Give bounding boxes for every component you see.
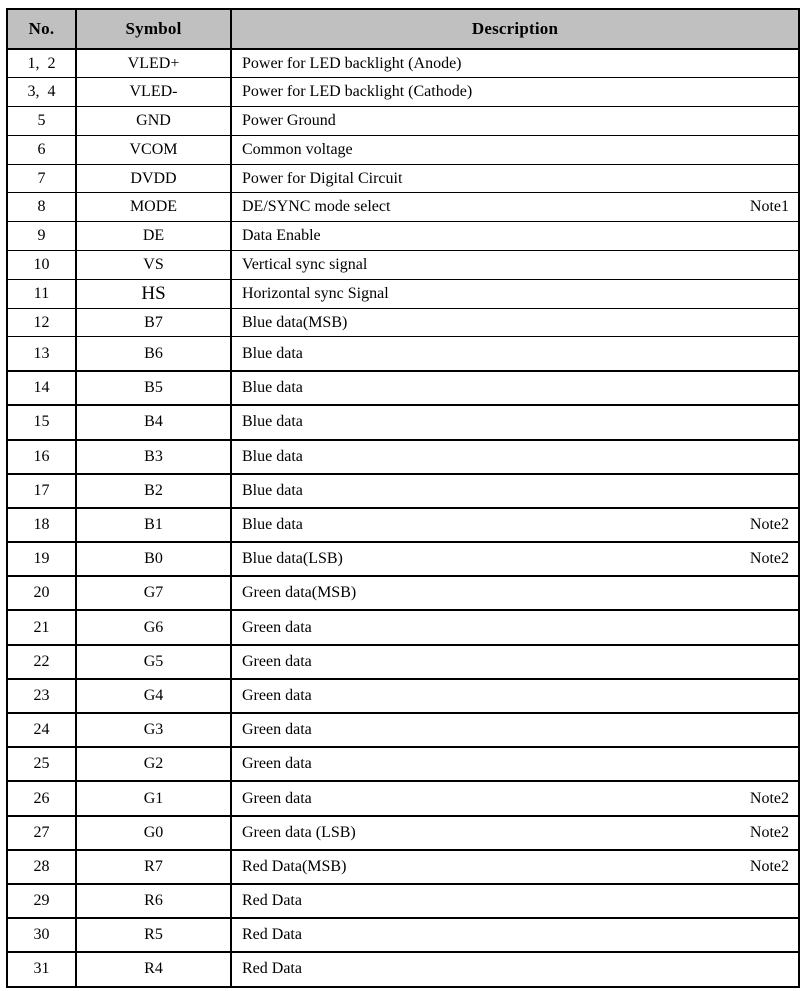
table-body (7, 49, 799, 987)
symbol-cell: R5 (76, 918, 231, 952)
description-text: Green data (242, 755, 312, 773)
pin-no-cell: 17 (7, 474, 76, 508)
pin-no-cell: 8 (7, 193, 76, 222)
pin-no-cell: 23 (7, 679, 76, 713)
description-cell (231, 918, 799, 952)
table-row (7, 781, 799, 815)
table-row (7, 952, 799, 986)
description-cell (231, 508, 799, 542)
description-wrap (242, 256, 789, 274)
description-text: Power for Digital Circuit (242, 169, 403, 187)
description-wrap (242, 83, 789, 101)
description-text: Blue data(MSB) (242, 313, 348, 331)
table-row (7, 193, 799, 222)
table-row (7, 251, 799, 280)
table-row (7, 405, 799, 439)
symbol-cell: G5 (76, 645, 231, 679)
description-wrap (242, 516, 789, 534)
table-row (7, 747, 799, 781)
description-cell (231, 679, 799, 713)
pin-no-cell: 3, 4 (7, 78, 76, 107)
description-cell (231, 222, 799, 251)
description-cell (231, 49, 799, 78)
description-text: Power Ground (242, 111, 336, 129)
symbol-cell: G4 (76, 679, 231, 713)
description-text: Blue data (242, 344, 303, 362)
description-wrap (242, 790, 789, 808)
pin-no-cell: 27 (7, 816, 76, 850)
description-text: Green data (LSB) (242, 823, 356, 841)
symbol-cell: VS (76, 251, 231, 280)
description-cell (231, 337, 799, 371)
column-header-no: No. (7, 9, 76, 49)
symbol-cell: R4 (76, 952, 231, 986)
description-cell (231, 279, 799, 308)
symbol-cell: B4 (76, 405, 231, 439)
symbol-cell: G7 (76, 576, 231, 610)
symbol-cell: B1 (76, 508, 231, 542)
note-label: Note2 (749, 789, 789, 807)
symbol-cell: VLED+ (76, 49, 231, 78)
pin-no-cell: 13 (7, 337, 76, 371)
pin-no-cell: 19 (7, 542, 76, 576)
description-cell (231, 440, 799, 474)
description-wrap (242, 960, 789, 978)
symbol-cell: B7 (76, 308, 231, 337)
symbol-cell: DVDD (76, 164, 231, 193)
symbol-cell: G1 (76, 781, 231, 815)
description-text: Blue data (242, 481, 303, 499)
description-text: Green data (242, 652, 312, 670)
description-text: Blue data (242, 516, 303, 533)
header-row (7, 9, 799, 49)
symbol-cell: HS (76, 279, 231, 308)
symbol-cell: B3 (76, 440, 231, 474)
description-text: Vertical sync signal (242, 255, 368, 273)
pin-no-cell: 20 (7, 576, 76, 610)
description-cell (231, 645, 799, 679)
pin-no-cell: 5 (7, 107, 76, 136)
description-wrap (242, 314, 789, 332)
description-cell (231, 78, 799, 107)
pin-no-cell: 15 (7, 405, 76, 439)
description-cell (231, 884, 799, 918)
description-wrap (242, 926, 789, 944)
column-header-symbol: Symbol (76, 9, 231, 49)
pin-no-cell: 30 (7, 918, 76, 952)
table-row (7, 918, 799, 952)
table-row (7, 135, 799, 164)
pin-no-cell: 21 (7, 610, 76, 644)
table-row (7, 107, 799, 136)
symbol-cell: DE (76, 222, 231, 251)
description-wrap (242, 55, 789, 73)
pin-no-cell: 10 (7, 251, 76, 280)
pin-no-cell: 6 (7, 135, 76, 164)
symbol-cell: VLED- (76, 78, 231, 107)
description-text: Green data(MSB) (242, 584, 357, 602)
description-cell (231, 610, 799, 644)
table-row (7, 279, 799, 308)
description-wrap (242, 892, 789, 910)
pin-no-cell: 22 (7, 645, 76, 679)
table-row (7, 850, 799, 884)
description-wrap (242, 584, 789, 602)
description-cell (231, 135, 799, 164)
description-wrap (242, 687, 789, 705)
description-text: Blue data (242, 413, 303, 431)
table-row (7, 576, 799, 610)
table-row (7, 645, 799, 679)
table-row (7, 816, 799, 850)
description-text: Red Data (242, 926, 302, 944)
pin-no-cell: 26 (7, 781, 76, 815)
table-row (7, 610, 799, 644)
description-wrap (242, 858, 789, 876)
table-row (7, 222, 799, 251)
description-wrap (242, 653, 789, 671)
pin-no-cell: 16 (7, 440, 76, 474)
note-label: Note2 (749, 857, 789, 875)
note-label: Note2 (749, 823, 789, 841)
pin-no-cell: 14 (7, 371, 76, 405)
pin-no-cell: 1, 2 (7, 49, 76, 78)
symbol-cell: B6 (76, 337, 231, 371)
pin-no-cell: 12 (7, 308, 76, 337)
table-row (7, 713, 799, 747)
description-wrap (242, 721, 789, 739)
description-cell (231, 164, 799, 193)
description-text: Red Data (242, 960, 302, 978)
note-label: Note1 (749, 198, 789, 216)
table-row (7, 49, 799, 78)
pin-no-cell: 25 (7, 747, 76, 781)
description-text: Red Data (242, 892, 302, 910)
description-wrap (242, 198, 789, 216)
description-wrap (242, 413, 789, 431)
description-wrap (242, 141, 789, 159)
symbol-cell: G3 (76, 713, 231, 747)
description-wrap (242, 285, 789, 303)
description-wrap (242, 448, 789, 466)
description-wrap (242, 227, 789, 245)
description-cell (231, 850, 799, 884)
table-row (7, 474, 799, 508)
description-cell (231, 542, 799, 576)
table-row (7, 508, 799, 542)
description-text: Green data (242, 686, 312, 704)
description-text: Power for LED backlight (Cathode) (242, 83, 473, 101)
description-text: Red Data(MSB) (242, 857, 347, 875)
description-cell (231, 371, 799, 405)
table-row (7, 884, 799, 918)
description-wrap (242, 379, 789, 397)
table-row (7, 337, 799, 371)
symbol-cell: B5 (76, 371, 231, 405)
symbol-cell: B0 (76, 542, 231, 576)
description-wrap (242, 170, 789, 188)
table-row (7, 440, 799, 474)
description-text: DE/SYNC mode select (242, 198, 391, 216)
description-cell (231, 193, 799, 222)
description-text: Common voltage (242, 140, 353, 158)
pin-no-cell: 31 (7, 952, 76, 986)
description-wrap (242, 619, 789, 637)
table-row (7, 542, 799, 576)
description-text: Horizontal sync Signal (242, 284, 389, 302)
description-wrap (242, 824, 789, 842)
pin-no-cell: 11 (7, 279, 76, 308)
description-text: Green data (242, 789, 312, 807)
symbol-cell: G6 (76, 610, 231, 644)
table-row (7, 371, 799, 405)
table-row (7, 164, 799, 193)
pin-no-cell: 24 (7, 713, 76, 747)
description-text: Green data (242, 721, 312, 739)
description-text: Data Enable (242, 227, 321, 245)
description-cell (231, 308, 799, 337)
description-cell (231, 747, 799, 781)
description-cell (231, 576, 799, 610)
description-cell (231, 474, 799, 508)
symbol-cell: R7 (76, 850, 231, 884)
description-cell (231, 952, 799, 986)
table-header (7, 9, 799, 49)
description-cell (231, 781, 799, 815)
description-wrap (242, 345, 789, 363)
description-text: Blue data (242, 379, 303, 397)
symbol-cell: R6 (76, 884, 231, 918)
symbol-cell: MODE (76, 193, 231, 222)
pin-no-cell: 29 (7, 884, 76, 918)
symbol-cell: GND (76, 107, 231, 136)
column-header-description: Description (231, 9, 799, 49)
pin-no-cell: 18 (7, 508, 76, 542)
description-text: Blue data(LSB) (242, 550, 343, 568)
description-text: Green data (242, 618, 312, 636)
description-wrap (242, 482, 789, 500)
symbol-cell: G0 (76, 816, 231, 850)
pin-no-cell: 28 (7, 850, 76, 884)
description-wrap (242, 755, 789, 773)
table-row (7, 679, 799, 713)
table-row (7, 308, 799, 337)
pin-no-cell: 7 (7, 164, 76, 193)
symbol-cell: G2 (76, 747, 231, 781)
description-wrap (242, 550, 789, 568)
description-cell (231, 713, 799, 747)
symbol-cell: VCOM (76, 135, 231, 164)
pin-no-cell: 9 (7, 222, 76, 251)
description-text: Power for LED backlight (Anode) (242, 54, 462, 72)
note-label: Note2 (749, 516, 789, 533)
description-cell (231, 107, 799, 136)
description-text: Blue data (242, 447, 303, 465)
pin-description-table (6, 8, 800, 988)
description-cell (231, 251, 799, 280)
description-cell (231, 816, 799, 850)
table-row (7, 78, 799, 107)
description-cell (231, 405, 799, 439)
description-wrap (242, 112, 789, 130)
symbol-cell: B2 (76, 474, 231, 508)
note-label: Note2 (749, 550, 789, 568)
